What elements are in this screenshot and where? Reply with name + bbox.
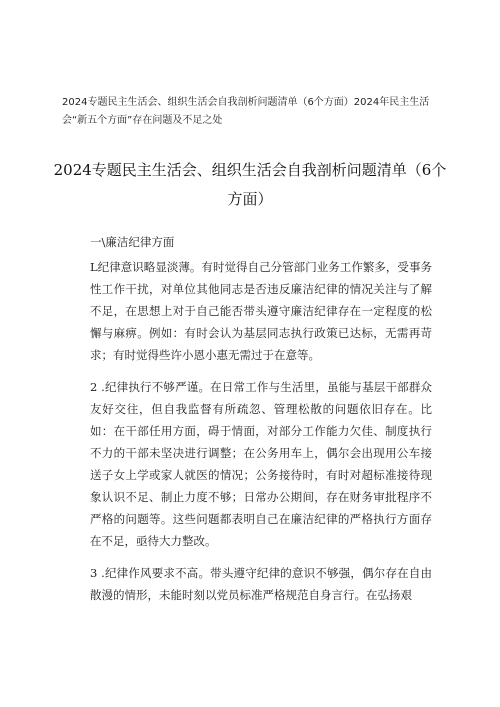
paragraph-1: L纪律意识略显淡薄。有时觉得自己分管部门业务工作繁多，受事务性工作干扰，对单位其他同志是否违反廉洁纪律的情况关注与了解不足，在思想上对于自己能否带头遵守廉洁纪律存在一定程度的松懈与麻痹。例如：有时会认为基层同志执行政策已达标，无需再苛求；有时觉得些许小恩小惠无需过于在意等。 xyxy=(90,260,432,362)
paragraph-2: 2 .纪律执行不够严谨。在日常工作与生活里，虽能与基层干部群众友好交往，但自我监督有所疏忽、管理松散的问题依旧存在。比如：在干部任用方面，碍于情面，对部分工作能力欠佳、制度执行不力的干部未坚决进行调整；在公务用车上，偶尔会出现用公车接送子女上学或家人就医的情况；公务接待时，有时对超标准接待现象认识不足、制止力度不够；日常办公期间，存在财务审批程序不严格的问题等。这些问题都表明自己在廉洁纪律的严格执行方面存在不足，亟待大力整改。 xyxy=(90,380,432,548)
page-title: 2024专题民主生活会、组织生活会自我剖析问题清单（6个方面） xyxy=(53,161,447,208)
document-header: 2024专题民主生活会、组织生活会自我剖析问题清单（6个方面）2024年民主生活会“新五个方面”存在问题及不足之处 xyxy=(62,97,430,126)
section-heading: 一\廉洁纪律方面 xyxy=(90,235,175,249)
paragraph-3: 3 .纪律作风要求不高。带头遵守纪律的意识不够强，偶尔存在自由散漫的情形，未能时刻以党员标准严格规范自身言行。在弘扬艰 xyxy=(90,566,432,602)
